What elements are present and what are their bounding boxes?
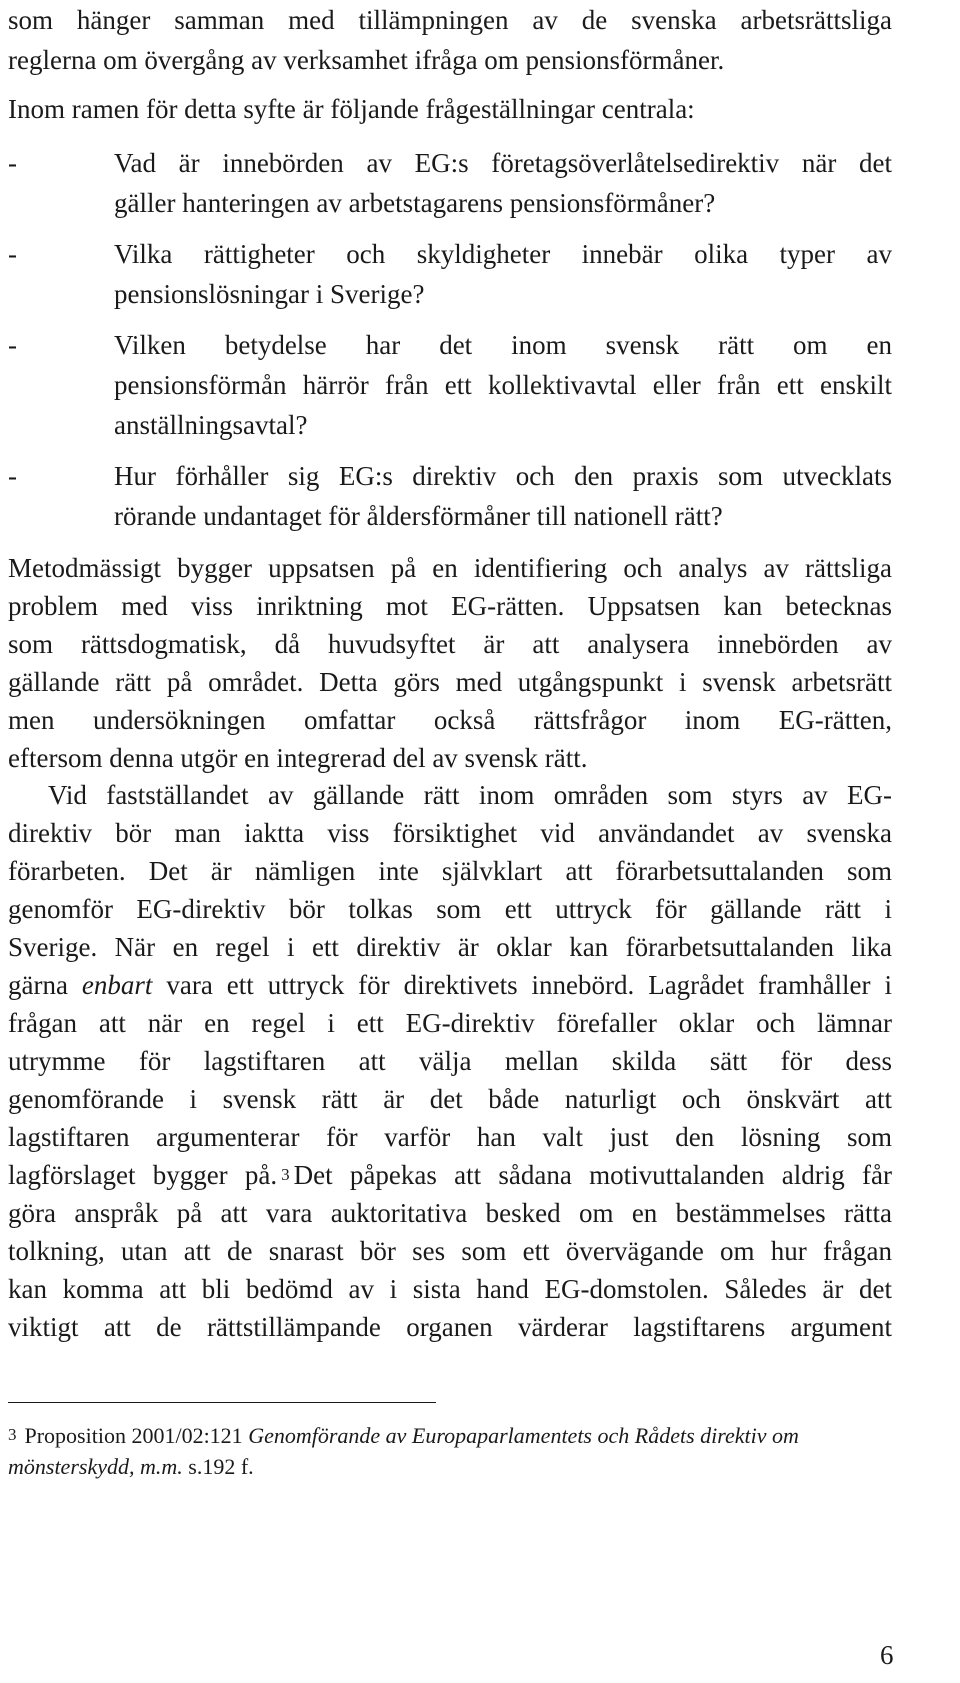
text-line: frågan att när en regel i ett EG-direktiv förefaller oklar och lämnar (8, 1008, 892, 1038)
footnote-continuation (8, 1451, 892, 1483)
text-line: viktigt att de rättstillämpande organen värderar lagstiftarens argument (8, 1312, 892, 1342)
text-line: göra anspråk på att vara auktoritativa besked om en bestämmelses rätta (8, 1198, 892, 1228)
list-item: anställningsavtal? (114, 410, 308, 440)
list-item: pensionsförmån härrör från ett kollektivavtal eller från ett enskilt (114, 370, 892, 400)
list-item: pensionslösningar i Sverige? (114, 279, 425, 309)
text-line: Sverige. När en regel i ett direktiv är oklar kan förarbetsuttalanden lika (8, 932, 892, 962)
text-line: men undersökningen omfattar också rättsfrågor inom EG-rätten, (8, 705, 892, 735)
text-line: problem med viss inriktning mot EG-rätten. Uppsatsen kan betecknas (8, 591, 892, 621)
text-line: gällande rätt på området. Detta görs med utgångspunkt i svensk arbetsrätt (8, 667, 892, 697)
list-item: Hur förhåller sig EG:s direktiv och den praxis som utvecklats (114, 461, 892, 491)
footnote (8, 1419, 892, 1452)
page-number: 6 (880, 1640, 894, 1670)
text-line: direktiv bör man iaktta viss försiktighet vid användandet av svenska (8, 818, 892, 848)
text-span: vara ett uttryck för direktivets innebörd. Lagrådet framhåller i (152, 970, 892, 1000)
bullet-dash: - (8, 461, 17, 491)
text-line: genomförande i svensk rätt är det både naturligt och önskvärt att (8, 1084, 892, 1114)
text-line: Metodmässigt bygger uppsatsen på en identifiering och analys av rättsliga (8, 553, 892, 583)
text-line: tolkning, utan att de snarast bör ses som ett övervägande om hur frågan (8, 1236, 892, 1266)
text-span: Det påpekas att sådana motivuttalanden aldrig får (293, 1160, 893, 1190)
text-line: kan komma att bli bedömd av i sista hand EG-domstolen. Således är det (8, 1274, 892, 1304)
text-line: som rättsdogmatisk, då huvudsyftet är att analysera innebörden av (8, 629, 892, 659)
footnote-text: Proposition 2001/02:121 (24, 1423, 249, 1448)
list-item: Vilken betydelse har det inom svensk rätt om en (114, 330, 892, 360)
emphasis-text: enbart (81, 970, 153, 1000)
bullet-dash: - (8, 330, 17, 360)
footnote-reference[interactable]: 3 (281, 1165, 290, 1184)
list-item: rörande undantaget för åldersförmåner till nationell rätt? (114, 501, 723, 531)
text-line: lagstiftaren argumenterar för varför han valt just den lösning som (8, 1122, 892, 1152)
bullet-dash: - (8, 239, 17, 269)
text-line: reglerna om övergång av verksamhet ifråga om pensionsförmåner. (8, 45, 725, 75)
text-span: lagförslaget bygger på. (8, 1160, 278, 1190)
list-item: Vilka rättigheter och skyldigheter innebär olika typer av (114, 239, 892, 269)
text-span: gärna (8, 970, 82, 1000)
footnote-divider (8, 1402, 436, 1403)
footnote-text: s.192 f. (182, 1454, 254, 1479)
list-item: Vad är innebörden av EG:s företagsöverlåtelsedirektiv när det (114, 148, 892, 178)
text-line (8, 1155, 892, 1195)
text-line: utrymme för lagstiftaren att välja mellan skilda sätt för dess (8, 1046, 892, 1076)
text-line: genomför EG-direktiv bör tolkas som ett uttryck för gällande rätt i (8, 894, 892, 924)
bullet-dash: - (8, 148, 17, 178)
footnote-number: 3 (8, 1425, 17, 1444)
text-line: som hänger samman med tillämpningen av de svenska arbetsrättsliga (8, 5, 892, 35)
text-line: Vid fastställandet av gällande rätt inom områden som styrs av EG- (48, 780, 892, 810)
text-line: eftersom denna utgör en integrerad del av svensk rätt. (8, 743, 588, 773)
text-line (8, 965, 892, 1005)
text-line: Inom ramen för detta syfte är följande frågeställningar centrala: (8, 94, 695, 124)
footnote-title: mönsterskydd, m.m. (8, 1454, 183, 1479)
footnote-title: Genomförande av Europaparlamentets och Rådets direktiv om (248, 1423, 799, 1448)
list-item: gäller hanteringen av arbetstagarens pensionsförmåner? (114, 188, 716, 218)
text-line: förarbeten. Det är nämligen inte självklart att förarbetsuttalanden som (8, 856, 892, 886)
